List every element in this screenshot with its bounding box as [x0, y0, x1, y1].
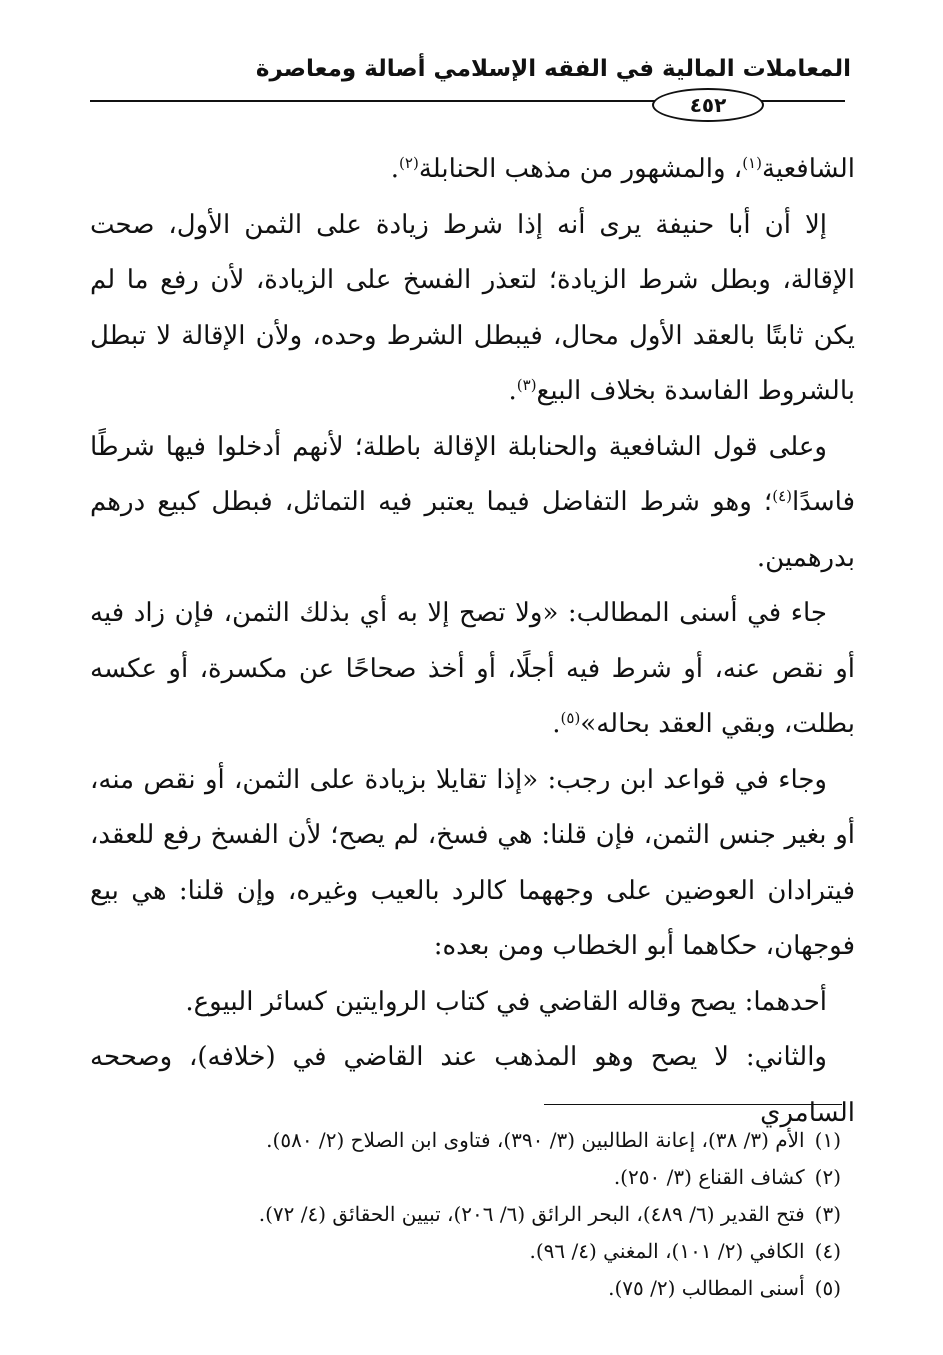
paragraph-text: إلا أن أبا حنيفة يرى أنه إذا شرط زيادة على الثمن الأول، صحت الإقالة، وبطل شرط الزيادة؛ لتعذر الفسخ على الزيادة، لأن رفع ما لم يكن ثابتًا بالعقد الأول محال، فيبطل الشرط وحده، ولأن الإقالة لا تبطل بالشروط الفاسدة بخلاف البيع — [90, 209, 855, 406]
paragraph-text: . — [508, 376, 517, 406]
footnote-5 — [141, 1270, 841, 1307]
page-number: ٤٥٢ — [652, 88, 764, 122]
body-text — [90, 142, 855, 1141]
paragraph-1 — [90, 142, 855, 198]
footnote-3 — [141, 1196, 841, 1233]
footnote-1 — [141, 1122, 841, 1159]
footnote-text: كشاف القناع (٣/ ٢٥٠). — [613, 1165, 805, 1189]
paragraph-2 — [90, 198, 855, 420]
footnote-text: أسنى المطالب (٢/ ٧٥). — [608, 1276, 805, 1300]
paragraph-text: وجاء في قواعد ابن رجب: «إذا تقايلا بزيادة على الثمن، أو نقص منه، أو بغير جنس الثمن، فإن قلنا: هي فسخ، لم يصح؛ لأن الفسخ رفع للعقد، فيترادان العوضين على وجههما كالرد بالعيب وغيره، وإن قلنا: هي بيع فوجهان، حكاهما أبو الخطاب ومن بعده: — [90, 764, 855, 961]
running-title: المعاملات المالية في الفقه الإسلامي أصالة ومعاصرة — [255, 56, 851, 82]
paragraph-text: وعلى قول الشافعية والحنابلة الإقالة باطلة؛ لأنهم أدخلوا فيها شرطًا فاسدًا — [90, 431, 855, 517]
footnote-number: (٣) — [814, 1202, 841, 1226]
footnote-text: الأم (٣/ ٣٨)، إعانة الطالبين (٣/ ٣٩٠)، فتاوى ابن الصلاح (٢/ ٥٨٠). — [266, 1128, 805, 1152]
footnote-ref: (٤) — [772, 487, 792, 505]
paragraph-text: . — [552, 709, 561, 739]
paragraph-text: ؛ وهو شرط التفاضل فيما يعتبر فيه التماثل، فبطل كبيع درهم بدرهمين. — [90, 487, 855, 573]
paragraph-3 — [90, 420, 855, 587]
footnote-2 — [141, 1159, 841, 1196]
paragraph-6 — [90, 975, 855, 1031]
footnote-number: (٥) — [814, 1276, 841, 1300]
paragraph-4 — [90, 586, 855, 753]
paragraph-text: أحدهما: يصح وقاله القاضي في كتاب الروايتين كسائر البيوع. — [185, 986, 827, 1017]
footnote-text: الكافي (٢/ ١٠١)، المغني (٤/ ٩٦). — [529, 1239, 805, 1263]
footnote-ref: (٢) — [399, 154, 419, 172]
footnote-ref: (٣) — [516, 376, 537, 394]
paragraph-text: ، والمشهور من مذهب الحنابلة — [418, 154, 743, 184]
paragraph-text: الشافعية — [761, 154, 855, 184]
footnote-text: فتح القدير (٦/ ٤٨٩)، البحر الرائق (٦/ ٢٠٦)، تبيين الحقائق (٤/ ٧٢). — [258, 1202, 805, 1226]
footnote-4 — [141, 1233, 841, 1270]
footnotes — [141, 1122, 841, 1307]
paragraph-5 — [90, 753, 855, 975]
footnote-ref: (٥) — [560, 709, 581, 727]
paragraph-text: والثاني: لا يصح وهو المذهب عند القاضي في (خلافه)، وصححه السامري — [90, 1042, 855, 1128]
footnote-separator — [544, 1104, 842, 1105]
footnote-ref: (١) — [742, 154, 762, 172]
footnote-number: (١) — [814, 1128, 841, 1152]
footnote-number: (٢) — [814, 1165, 841, 1189]
paragraph-text: جاء في أسنى المطالب: «ولا تصح إلا به أي بذلك الثمن، فإن زاد فيه أو نقص عنه، أو شرط فيه أجلًا، أو أخذ صحاحًا عن مكسرة، أو عكسه بطلت، وبقي العقد بحاله» — [90, 598, 855, 739]
footnote-number: (٤) — [814, 1239, 841, 1263]
paragraph-text: . — [390, 154, 400, 184]
